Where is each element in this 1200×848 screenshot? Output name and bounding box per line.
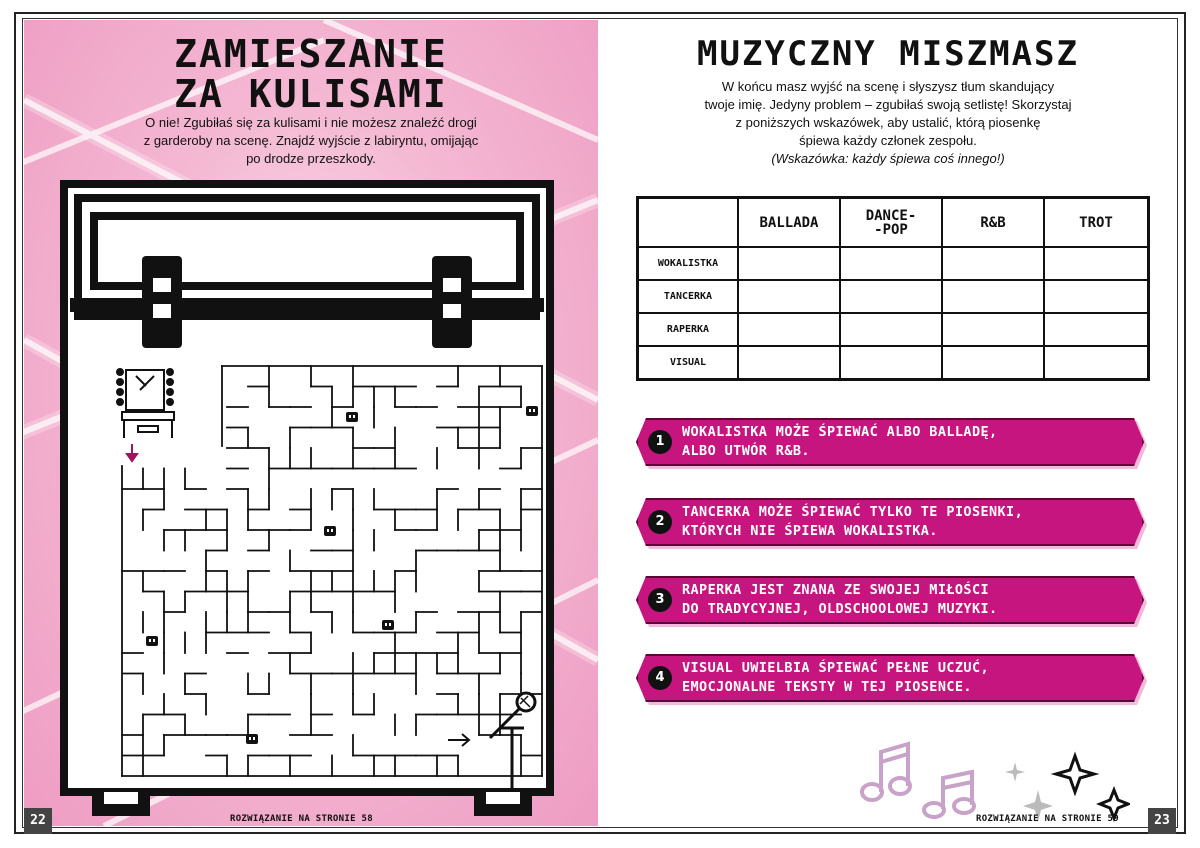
grid-cell[interactable] xyxy=(840,346,942,380)
clue-number: 4 xyxy=(648,666,672,690)
logic-grid xyxy=(636,196,1150,381)
grid-col-dance-pop xyxy=(840,198,942,248)
grid-cell[interactable] xyxy=(738,346,840,380)
obstacle-icon xyxy=(246,734,258,744)
grid-header-row xyxy=(638,198,1149,248)
grid-cell[interactable] xyxy=(1044,313,1149,346)
clue-text-line2: KTÓRYCH NIE ŚPIEWA WOKALISTKA. xyxy=(682,523,938,539)
clue-text-line1: RAPERKA JEST ZNANA ZE SWOJEJ MIŁOŚCI xyxy=(682,582,989,598)
grid-col-dance-pop-line2: -POP xyxy=(874,221,908,238)
obstacle-icon xyxy=(346,412,358,422)
grid-row xyxy=(638,247,1149,280)
grid-cell[interactable] xyxy=(1044,280,1149,313)
right-page xyxy=(600,20,1176,826)
left-intro xyxy=(111,114,511,168)
right-intro-line4: śpiewa każdy członek zespołu. xyxy=(799,133,977,148)
grid-cell[interactable] xyxy=(840,247,942,280)
left-intro-line1: O nie! Zgubiłaś się za kulisami i nie możesz znaleźć drogi xyxy=(145,115,477,130)
obstacle-icon xyxy=(526,406,538,416)
clue-text xyxy=(682,503,1142,541)
right-solution-note: ROZWIĄZANIE NA STRONIE 59 xyxy=(976,814,1119,824)
left-intro-line3: po drodze przeszkody. xyxy=(246,151,376,166)
latch-right xyxy=(432,256,472,348)
grid-cell[interactable] xyxy=(1044,346,1149,380)
obstacle-icon xyxy=(382,620,394,630)
grid-cell[interactable] xyxy=(840,280,942,313)
grid-row-visual: VISUAL xyxy=(638,346,739,380)
right-intro-line1: W końcu masz wyjść na scenę i słyszysz tłum skandujący xyxy=(721,79,1055,94)
clue-text-line1: TANCERKA MOŻE ŚPIEWAĆ TYLKO TE PIOSENKI, xyxy=(682,504,1024,520)
right-intro-line3: z poniższych wskazówek, aby ustalić, którą piosenkę xyxy=(735,115,1041,130)
grid-cell[interactable] xyxy=(942,280,1044,313)
music-decorations xyxy=(850,732,1130,822)
left-intro-line2: z garderoby na scenę. Znajdź wyjście z labiryntu, omijając xyxy=(143,133,479,148)
clue-text-line2: EMOCJONALNE TEKSTY W TEJ PIOSENCE. xyxy=(682,679,972,695)
left-title xyxy=(24,34,598,114)
grid-col-dance-pop-line1: DANCE- xyxy=(865,207,917,224)
clue-text-line1: WOKALISTKA MOŻE ŚPIEWAĆ ALBO BALLADĘ, xyxy=(682,424,998,440)
grid-cell[interactable] xyxy=(942,313,1044,346)
grid-cell[interactable] xyxy=(738,247,840,280)
grid-row xyxy=(638,313,1149,346)
clue-text-line2: DO TRADYCYJNEJ, OLDSCHOOLOWEJ MUZYKI. xyxy=(682,601,998,617)
grid-cell[interactable] xyxy=(942,346,1044,380)
grid-corner-cell xyxy=(638,198,739,248)
right-hint: (Wskazówka: każdy śpiewa coś innego!) xyxy=(771,151,1005,166)
obstacle-icon xyxy=(146,636,158,646)
grid-cell[interactable] xyxy=(1044,247,1149,280)
music-notes-icon xyxy=(862,744,974,817)
clue-text xyxy=(682,423,1142,461)
clue-text xyxy=(682,581,1142,619)
grid-col-ballada: BALLADA xyxy=(738,198,840,248)
grid-row-raperka: RAPERKA xyxy=(638,313,739,346)
left-solution-note: ROZWIĄZANIE NA STRONIE 58 xyxy=(230,814,373,824)
clue-3 xyxy=(636,576,1144,624)
clue-number: 1 xyxy=(648,430,672,454)
right-intro xyxy=(670,78,1106,168)
right-intro-line2: twoje imię. Jedyny problem – zgubiłaś swoją setlistę! Skorzystaj xyxy=(704,97,1072,112)
grid-cell[interactable] xyxy=(738,313,840,346)
sparkle-icons xyxy=(1005,756,1128,822)
left-page-number: 22 xyxy=(24,808,52,834)
grid-cell[interactable] xyxy=(942,247,1044,280)
right-title: MUZYCZNY MISZMASZ xyxy=(697,34,1079,74)
grid-row xyxy=(638,280,1149,313)
grid-row-tancerka: TANCERKA xyxy=(638,280,739,313)
clue-2 xyxy=(636,498,1144,546)
grid-row xyxy=(638,346,1149,380)
clue-text-line2: ALBO UTWÓR R&B. xyxy=(682,443,810,459)
clue-1 xyxy=(636,418,1144,466)
maze-case xyxy=(60,180,560,820)
left-title-line2: ZA KULISAMI xyxy=(174,72,448,116)
clue-number: 3 xyxy=(648,588,672,612)
grid-col-trot: TROT xyxy=(1044,198,1149,248)
left-title-line1: ZAMIESZANIE xyxy=(174,32,448,76)
left-page xyxy=(24,20,598,826)
latch-left xyxy=(142,256,182,348)
clue-4 xyxy=(636,654,1144,702)
clue-text-line1: VISUAL UWIELBIA ŚPIEWAĆ PEŁNE UCZUĆ, xyxy=(682,660,989,676)
grid-row-wokalistka: WOKALISTKA xyxy=(638,247,739,280)
grid-col-rnb: R&B xyxy=(942,198,1044,248)
clue-text xyxy=(682,659,1142,697)
right-page-number: 23 xyxy=(1148,808,1176,834)
clue-number: 2 xyxy=(648,510,672,534)
obstacle-icon xyxy=(324,526,336,536)
grid-cell[interactable] xyxy=(738,280,840,313)
grid-cell[interactable] xyxy=(840,313,942,346)
